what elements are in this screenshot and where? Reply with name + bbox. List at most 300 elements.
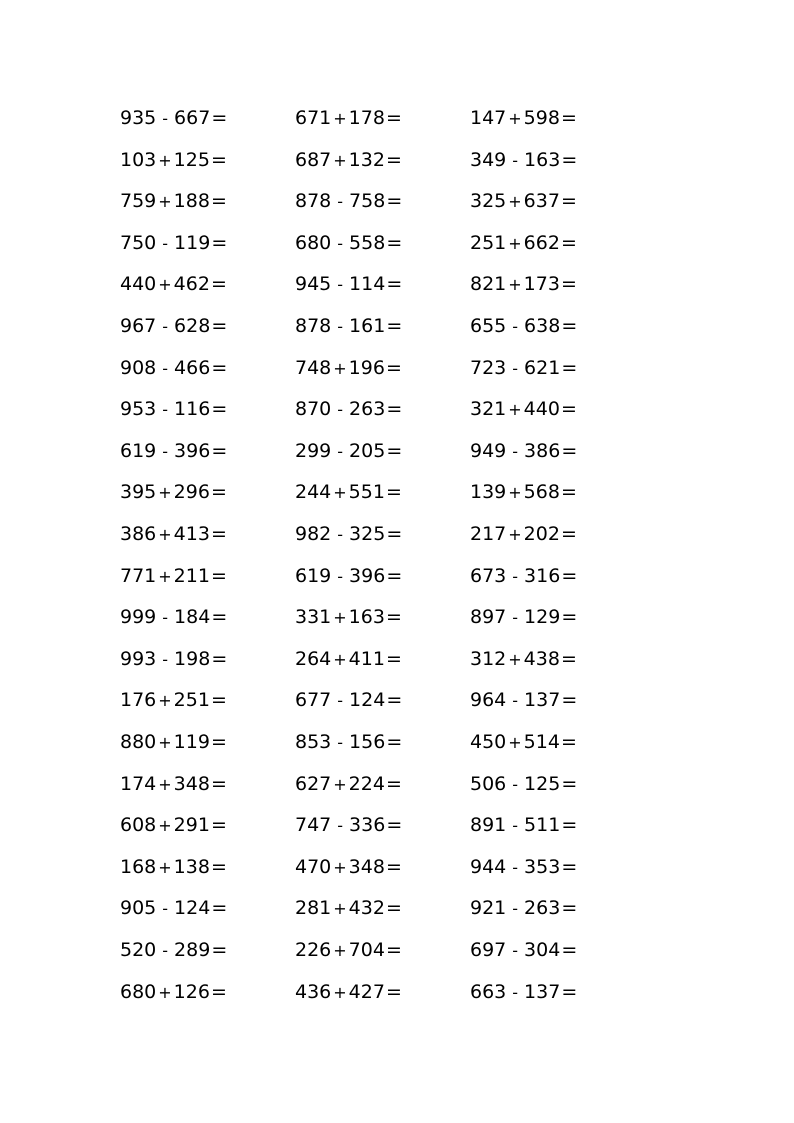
operand-a: 331	[295, 606, 332, 629]
plus-sign: +	[158, 774, 172, 794]
math-problem	[295, 561, 402, 591]
operand-a: 299	[295, 439, 332, 462]
operand-b: 289	[174, 939, 211, 961]
operand-b: 211	[173, 564, 210, 587]
minus-sign: -	[512, 774, 519, 794]
operand-a: 139	[470, 481, 507, 504]
math-problem	[120, 644, 227, 674]
math-problem	[120, 561, 227, 591]
plus-sign: +	[158, 483, 172, 503]
minus-sign: -	[337, 441, 344, 461]
math-problem	[295, 935, 402, 965]
operand-a: 853	[295, 731, 332, 753]
plus-sign: +	[508, 649, 522, 669]
math-problem	[470, 186, 577, 216]
minus-sign: -	[162, 608, 169, 628]
problem-row	[0, 685, 794, 715]
problem-row	[0, 935, 794, 965]
operand-b: 386	[524, 439, 561, 462]
equals-sign: =	[386, 231, 403, 254]
minus-sign: -	[512, 566, 519, 586]
plus-sign: +	[508, 275, 522, 295]
problem-row	[0, 394, 794, 424]
plus-sign: +	[333, 483, 347, 503]
equals-sign: =	[561, 439, 578, 462]
plus-sign: +	[333, 774, 347, 794]
operand-b: 432	[348, 897, 385, 920]
math-problem	[295, 810, 402, 840]
equals-sign: =	[385, 481, 402, 504]
math-problem	[470, 228, 577, 258]
math-problem	[120, 145, 227, 175]
math-problem	[295, 145, 402, 175]
math-problem	[295, 228, 402, 258]
operand-a: 747	[295, 814, 332, 837]
equals-sign: =	[210, 772, 227, 795]
math-problem	[295, 852, 402, 882]
operand-b: 188	[173, 190, 210, 213]
operand-b: 637	[523, 190, 560, 213]
math-problem	[470, 685, 577, 715]
minus-sign: -	[337, 233, 344, 253]
math-problem	[295, 977, 402, 1007]
operand-a: 325	[470, 190, 507, 213]
operand-b: 296	[173, 481, 210, 504]
math-problem	[470, 353, 577, 383]
operand-a: 174	[120, 772, 157, 795]
operand-b: 202	[523, 523, 560, 545]
problem-row	[0, 852, 794, 882]
math-problem	[120, 977, 227, 1007]
math-problem	[295, 353, 402, 383]
operand-a: 655	[470, 315, 507, 337]
operand-a: 312	[470, 647, 507, 670]
operand-b: 628	[174, 315, 211, 337]
equals-sign: =	[210, 481, 227, 504]
operand-a: 440	[120, 273, 157, 296]
equals-sign: =	[385, 980, 402, 1003]
operand-a: 619	[295, 564, 332, 587]
equals-sign: =	[210, 731, 227, 753]
operand-b: 132	[348, 148, 385, 171]
equals-sign: =	[385, 939, 402, 961]
operand-a: 321	[470, 398, 507, 421]
problem-row	[0, 269, 794, 299]
operand-a: 870	[295, 398, 332, 421]
math-problem	[120, 519, 227, 549]
operand-b: 667	[174, 107, 211, 129]
equals-sign: =	[211, 231, 228, 254]
operand-b: 396	[174, 439, 211, 462]
plus-sign: +	[158, 982, 172, 1002]
operand-a: 608	[120, 814, 157, 837]
equals-sign: =	[210, 689, 227, 712]
equals-sign: =	[560, 107, 577, 129]
equals-sign: =	[561, 356, 578, 379]
operand-b: 125	[173, 148, 210, 171]
operand-b: 621	[524, 356, 561, 379]
operand-a: 264	[295, 647, 332, 670]
operand-a: 878	[295, 315, 332, 337]
math-problem	[470, 769, 577, 799]
plus-sign: +	[333, 899, 347, 919]
equals-sign: =	[386, 190, 403, 213]
operand-a: 953	[120, 398, 157, 421]
equals-sign: =	[386, 689, 403, 712]
operand-b: 263	[524, 897, 561, 920]
operand-a: 450	[470, 731, 507, 753]
math-problem	[470, 436, 577, 466]
operand-a: 281	[295, 897, 332, 920]
math-problem	[295, 519, 402, 549]
math-problem	[470, 644, 577, 674]
operand-b: 137	[524, 689, 561, 712]
equals-sign: =	[561, 564, 578, 587]
operand-a: 147	[470, 107, 507, 129]
minus-sign: -	[337, 192, 344, 212]
problem-row	[0, 519, 794, 549]
operand-b: 119	[173, 731, 210, 753]
operand-a: 921	[470, 897, 507, 920]
minus-sign: -	[512, 441, 519, 461]
operand-b: 413	[173, 523, 210, 545]
minus-sign: -	[512, 358, 519, 378]
operand-b: 137	[524, 980, 561, 1003]
operand-b: 304	[524, 939, 561, 961]
minus-sign: -	[337, 525, 344, 544]
equals-sign: =	[386, 814, 403, 837]
minus-sign: -	[162, 109, 169, 128]
operand-a: 821	[470, 273, 507, 296]
math-problem	[120, 852, 227, 882]
math-problem	[470, 394, 577, 424]
plus-sign: +	[158, 857, 172, 877]
problem-row	[0, 893, 794, 923]
math-problem	[120, 727, 227, 757]
operand-b: 462	[173, 273, 210, 296]
operand-b: 119	[174, 231, 211, 254]
problem-row	[0, 103, 794, 133]
minus-sign: -	[337, 566, 344, 586]
math-problem	[120, 103, 227, 133]
operand-a: 967	[120, 315, 157, 337]
equals-sign: =	[385, 897, 402, 920]
operand-b: 291	[173, 814, 210, 837]
problem-row	[0, 477, 794, 507]
math-problem	[295, 394, 402, 424]
equals-sign: =	[560, 647, 577, 670]
plus-sign: +	[508, 483, 522, 503]
math-problem	[295, 269, 402, 299]
operand-a: 244	[295, 481, 332, 504]
operand-b: 568	[523, 481, 560, 504]
equals-sign: =	[561, 315, 578, 337]
operand-a: 627	[295, 772, 332, 795]
math-problem	[470, 103, 577, 133]
plus-sign: +	[333, 982, 347, 1002]
math-problem	[295, 602, 402, 632]
operand-a: 771	[120, 564, 157, 587]
operand-a: 395	[120, 481, 157, 504]
plus-sign: +	[333, 649, 347, 669]
equals-sign: =	[385, 606, 402, 629]
minus-sign: -	[162, 400, 169, 420]
equals-sign: =	[211, 606, 228, 629]
math-problem	[470, 977, 577, 1007]
equals-sign: =	[386, 315, 403, 337]
minus-sign: -	[512, 317, 519, 336]
plus-sign: +	[158, 275, 172, 295]
minus-sign: -	[162, 649, 169, 669]
operand-b: 511	[524, 814, 561, 837]
equals-sign: =	[560, 398, 577, 421]
equals-sign: =	[561, 897, 578, 920]
equals-sign: =	[560, 231, 577, 254]
operand-a: 251	[470, 231, 507, 254]
minus-sign: -	[512, 941, 519, 960]
operand-b: 224	[348, 772, 385, 795]
minus-sign: -	[512, 899, 519, 919]
equals-sign: =	[211, 939, 228, 961]
operand-b: 514	[523, 731, 560, 753]
math-problem	[120, 685, 227, 715]
problem-row	[0, 769, 794, 799]
math-problem	[295, 893, 402, 923]
equals-sign: =	[210, 564, 227, 587]
plus-sign: +	[158, 566, 172, 586]
operand-a: 386	[120, 523, 157, 545]
operand-b: 205	[349, 439, 386, 462]
plus-sign: +	[508, 109, 522, 128]
operand-b: 124	[349, 689, 386, 712]
minus-sign: -	[162, 317, 169, 336]
equals-sign: =	[561, 855, 578, 878]
operand-a: 945	[295, 273, 332, 296]
operand-a: 748	[295, 356, 332, 379]
operand-a: 680	[120, 980, 157, 1003]
operand-a: 935	[120, 107, 157, 129]
operand-a: 908	[120, 356, 157, 379]
plus-sign: +	[333, 857, 347, 877]
problem-row	[0, 602, 794, 632]
operand-a: 723	[470, 356, 507, 379]
math-problem	[470, 519, 577, 549]
math-problem	[470, 477, 577, 507]
operand-b: 440	[523, 398, 560, 421]
operand-b: 163	[348, 606, 385, 629]
math-problem	[120, 602, 227, 632]
operand-a: 982	[295, 523, 332, 545]
operand-a: 880	[120, 731, 157, 753]
math-problem	[470, 727, 577, 757]
plus-sign: +	[158, 816, 172, 836]
math-problem	[295, 436, 402, 466]
minus-sign: -	[512, 691, 519, 711]
math-problem	[120, 269, 227, 299]
problem-row	[0, 353, 794, 383]
problem-row	[0, 436, 794, 466]
math-problem	[295, 644, 402, 674]
minus-sign: -	[337, 400, 344, 420]
problem-row	[0, 810, 794, 840]
operand-a: 677	[295, 689, 332, 712]
equals-sign: =	[386, 731, 403, 753]
equals-sign: =	[561, 939, 578, 961]
math-problem	[120, 394, 227, 424]
math-problem	[295, 103, 402, 133]
operand-a: 520	[120, 939, 157, 961]
minus-sign: -	[512, 857, 519, 877]
minus-sign: -	[337, 733, 344, 752]
math-problem	[120, 353, 227, 383]
operand-a: 663	[470, 980, 507, 1003]
plus-sign: +	[158, 691, 172, 711]
math-problem	[470, 602, 577, 632]
math-problem	[120, 477, 227, 507]
plus-sign: +	[333, 608, 347, 628]
equals-sign: =	[385, 356, 402, 379]
operand-a: 759	[120, 190, 157, 213]
equals-sign: =	[561, 148, 578, 171]
plus-sign: +	[508, 400, 522, 420]
equals-sign: =	[561, 689, 578, 712]
equals-sign: =	[210, 148, 227, 171]
equals-sign: =	[386, 439, 403, 462]
operand-b: 114	[349, 273, 386, 296]
math-problem	[470, 311, 577, 341]
plus-sign: +	[158, 525, 172, 544]
operand-b: 348	[348, 855, 385, 878]
operand-b: 466	[174, 356, 211, 379]
equals-sign: =	[385, 647, 402, 670]
equals-sign: =	[561, 606, 578, 629]
operand-b: 325	[349, 523, 386, 545]
math-problem	[295, 311, 402, 341]
operand-b: 316	[524, 564, 561, 587]
math-problem	[120, 228, 227, 258]
math-problem	[295, 685, 402, 715]
operand-a: 680	[295, 231, 332, 254]
problem-row	[0, 644, 794, 674]
operand-a: 226	[295, 939, 332, 961]
problem-row	[0, 561, 794, 591]
plus-sign: +	[158, 150, 172, 170]
equals-sign: =	[386, 273, 403, 296]
problem-row	[0, 228, 794, 258]
minus-sign: -	[337, 691, 344, 711]
operand-a: 999	[120, 606, 157, 629]
equals-sign: =	[560, 731, 577, 753]
operand-a: 905	[120, 897, 157, 920]
problem-row	[0, 977, 794, 1007]
operand-a: 217	[470, 523, 507, 545]
operand-b: 704	[348, 939, 385, 961]
minus-sign: -	[512, 816, 519, 836]
equals-sign: =	[210, 980, 227, 1003]
equals-sign: =	[385, 148, 402, 171]
math-problem	[470, 561, 577, 591]
operand-b: 427	[348, 980, 385, 1003]
plus-sign: +	[508, 192, 522, 212]
plus-sign: +	[508, 525, 522, 544]
operand-b: 348	[173, 772, 210, 795]
math-problem	[470, 935, 577, 965]
operand-a: 878	[295, 190, 332, 213]
operand-b: 138	[173, 855, 210, 878]
operand-a: 891	[470, 814, 507, 837]
plus-sign: +	[158, 733, 172, 752]
plus-sign: +	[333, 109, 347, 128]
math-problem	[120, 769, 227, 799]
math-problem	[470, 893, 577, 923]
equals-sign: =	[561, 814, 578, 837]
math-problem	[120, 935, 227, 965]
equals-sign: =	[211, 897, 228, 920]
operand-b: 638	[524, 315, 561, 337]
minus-sign: -	[162, 899, 169, 919]
equals-sign: =	[385, 107, 402, 129]
operand-b: 336	[349, 814, 386, 837]
equals-sign: =	[211, 107, 228, 129]
equals-sign: =	[561, 772, 578, 795]
plus-sign: +	[508, 233, 522, 253]
operand-a: 349	[470, 148, 507, 171]
operand-b: 251	[173, 689, 210, 712]
equals-sign: =	[210, 273, 227, 296]
operand-b: 353	[524, 855, 561, 878]
problem-row	[0, 145, 794, 175]
operand-b: 116	[174, 398, 211, 421]
operand-a: 949	[470, 439, 507, 462]
operand-b: 411	[348, 647, 385, 670]
equals-sign: =	[211, 356, 228, 379]
minus-sign: -	[162, 941, 169, 960]
equals-sign: =	[560, 523, 577, 545]
operand-b: 184	[174, 606, 211, 629]
operand-b: 124	[174, 897, 211, 920]
operand-a: 697	[470, 939, 507, 961]
operand-a: 944	[470, 855, 507, 878]
math-problem	[120, 810, 227, 840]
equals-sign: =	[211, 315, 228, 337]
minus-sign: -	[162, 441, 169, 461]
operand-b: 598	[523, 107, 560, 129]
operand-b: 198	[174, 647, 211, 670]
operand-b: 163	[524, 148, 561, 171]
math-problem	[295, 769, 402, 799]
operand-b: 438	[523, 647, 560, 670]
operand-a: 750	[120, 231, 157, 254]
problem-row	[0, 727, 794, 757]
equals-sign: =	[386, 523, 403, 545]
operand-a: 993	[120, 647, 157, 670]
equals-sign: =	[560, 273, 577, 296]
operand-b: 173	[523, 273, 560, 296]
operand-b: 263	[349, 398, 386, 421]
plus-sign: +	[333, 941, 347, 960]
operand-b: 126	[173, 980, 210, 1003]
plus-sign: +	[508, 733, 522, 752]
minus-sign: -	[337, 816, 344, 836]
equals-sign: =	[560, 481, 577, 504]
operand-b: 161	[349, 315, 386, 337]
math-problem	[120, 186, 227, 216]
equals-sign: =	[210, 190, 227, 213]
math-problem	[120, 436, 227, 466]
operand-a: 168	[120, 855, 157, 878]
operand-b: 196	[348, 356, 385, 379]
math-problem	[470, 852, 577, 882]
